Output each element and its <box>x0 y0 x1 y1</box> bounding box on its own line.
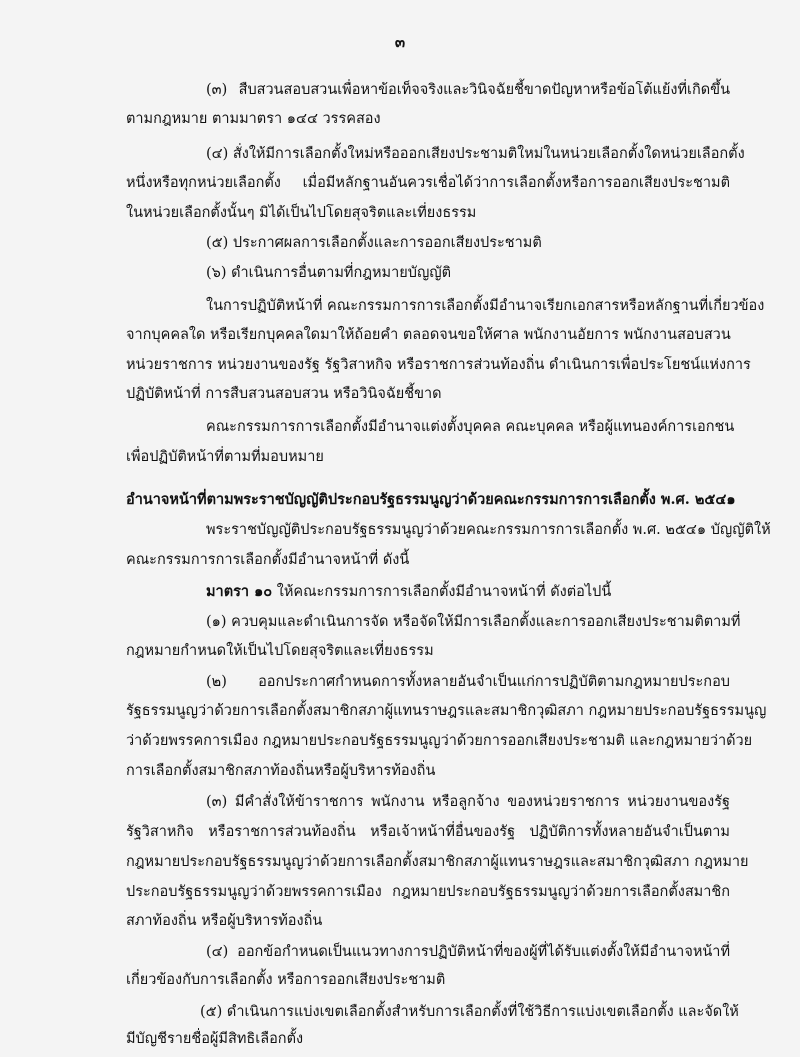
paragraph-line: เกี่ยวข้องกับการเลือกตั้ง หรือการออกเสียงประชามติ <box>126 972 446 988</box>
paragraph-line: (๕) ประกาศผลการเลือกตั้งและการออกเสียงประชามติ <box>206 235 542 251</box>
section-heading: อำนาจหน้าที่ตามพระราชบัญญัติประกอบรัฐธรรมนูญว่าด้วยคณะกรรมการการเลือกตั้ง พ.ศ. ๒๕๔๑ <box>126 491 736 508</box>
paragraph-line: ในหน่วยเลือกตั้งนั้นๆ มิได้เป็นไปโดยสุจริตและเที่ยงธรรม <box>126 205 477 221</box>
paragraph-line: หนึ่งหรือทุกหน่วยเลือกตั้ง เมื่อมีหลักฐานอันควรเชื่อได้ว่าการเลือกตั้งหรือการออกเสียงประชามติ <box>126 175 730 191</box>
paragraph-line: ในการปฏิบัติหน้าที่ คณะกรรมการการเลือกตั้งมีอำนาจเรียกเอกสารหรือหลักฐานที่เกี่ยวข้อง <box>206 298 765 314</box>
paragraph-line: หน่วยราชการ หน่วยงานของรัฐ รัฐวิสาหกิจ หรือราชการส่วนท้องถิ่น ดำเนินการเพื่อประโยชน์แห่งการ <box>126 357 751 373</box>
paragraph-line: ว่าด้วยพรรคการเมือง กฎหมายประกอบรัฐธรรมนูญว่าด้วยการออกเสียงประชามติ และกฎหมายว่าด้วย <box>126 733 753 749</box>
paragraph-line: การเลือกตั้งสมาชิกสภาท้องถิ่นหรือผู้บริหารท้องถิ่น <box>126 763 436 779</box>
paragraph-line: ปฏิบัติหน้าที่ การสืบสวนสอบสวน หรือวินิจฉัยชี้ขาด <box>126 386 442 402</box>
paragraph-line: เพื่อปฏิบัติหน้าที่ตามที่มอบหมาย <box>126 449 324 465</box>
paragraph-line: รัฐวิสาหกิจ หรือราชการส่วนท้องถิ่น หรือเจ้าหน้าที่อื่นของรัฐ ปฏิบัติการทั้งหลายอันจำเป็นตาม <box>126 824 730 840</box>
paragraph-line: มีบัญชีรายชื่อผู้มีสิทธิเลือกตั้ง <box>126 1031 304 1047</box>
paragraph-line: ตามกฎหมาย ตามมาตรา ๑๔๔ วรรคสอง <box>126 111 381 127</box>
section-10-line <box>206 581 730 603</box>
paragraph-line: จากบุคคลใด หรือเรียกบุคคลใดมาให้ถ้อยคำ ตลอดจนขอให้ศาล พนักงานอัยการ พนักงานสอบสวน <box>126 327 731 343</box>
paragraph-line: กฎหมายกำหนดให้เป็นไปโดยสุจริตและเที่ยงธรรม <box>126 643 434 659</box>
paragraph-line: ประกอบรัฐธรรมนูญว่าด้วยพรรคการเมือง กฎหมายประกอบรัฐธรรมนูญว่าด้วยการเลือกตั้งสมาชิก <box>126 884 730 900</box>
paragraph-line: (๓) มีคำสั่งให้ข้าราชการ พนักงาน หรือลูกจ้าง ของหน่วยราชการ หน่วยงานของรัฐ <box>206 794 730 810</box>
paragraph-line: รัฐธรรมนูญว่าด้วยการเลือกตั้งสมาชิกสภาผู้แทนราษฎรและสมาชิกวุฒิสภา กฎหมายประกอบรัฐธรรมนูญ <box>126 703 767 719</box>
paragraph-line: พระราชบัญญัติประกอบรัฐธรรมนูญว่าด้วยคณะกรรมการการเลือกตั้ง พ.ศ. ๒๕๔๑ บัญญัติให้ <box>206 522 771 538</box>
paragraph-line: (๔) ออกข้อกำหนดเป็นแนวทางการปฏิบัติหน้าที่ของผู้ที่ได้รับแต่งตั้งให้มีอำนาจหน้าที่ <box>206 944 730 960</box>
paragraph-line: กฎหมายประกอบรัฐธรรมนูญว่าด้วยการเลือกตั้งสมาชิกสภาผู้แทนราษฎรและสมาชิกวุฒิสภา กฎหมาย <box>126 854 749 870</box>
section-text: ให้คณะกรรมการการเลือกตั้งมีอำนาจหน้าที่ ดังต่อไปนี้ <box>272 584 612 600</box>
paragraph-line: (๖) ดำเนินการอื่นตามที่กฎหมายบัญญัติ <box>206 265 452 281</box>
paragraph-line: (๑) ควบคุมและดำเนินการจัด หรือจัดให้มีการเลือกตั้งและการออกเสียงประชามติตามที่ <box>206 614 741 630</box>
paragraph-line: คณะกรรมการการเลือกตั้งมีอำนาจแต่งตั้งบุคคล คณะบุคคล หรือผู้แทนองค์การเอกชน <box>206 419 735 435</box>
paragraph-line: (๒) ออกประกาศกำหนดการทั้งหลายอันจำเป็นแก่การปฏิบัติตามกฎหมายประกอบ <box>206 674 730 690</box>
section-number: มาตรา ๑๐ <box>206 583 273 600</box>
page-number: ๓ <box>394 33 406 51</box>
paragraph-line: (๕) ดำเนินการแบ่งเขตเลือกตั้งสำหรับการเลือกตั้งที่ใช้วิธีการแบ่งเขตเลือกตั้ง และจัดให้ <box>200 1004 739 1020</box>
paragraph-line: คณะกรรมการการเลือกตั้งมีอำนาจหน้าที่ ดังนี้ <box>126 552 410 568</box>
paragraph-line: (๔) สั่งให้มีการเลือกตั้งใหม่หรือออกเสียงประชามติใหม่ในหน่วยเลือกตั้งใดหน่วยเลือกตั้ง <box>206 146 745 162</box>
paragraph-line: สภาท้องถิ่น หรือผู้บริหารท้องถิ่น <box>126 913 323 929</box>
paragraph-line: (๓) สืบสวนสอบสวนเพื่อหาข้อเท็จจริงและวินิจฉัยชี้ขาดปัญหาหรือข้อโต้แย้งที่เกิดขึ้น <box>206 82 730 98</box>
